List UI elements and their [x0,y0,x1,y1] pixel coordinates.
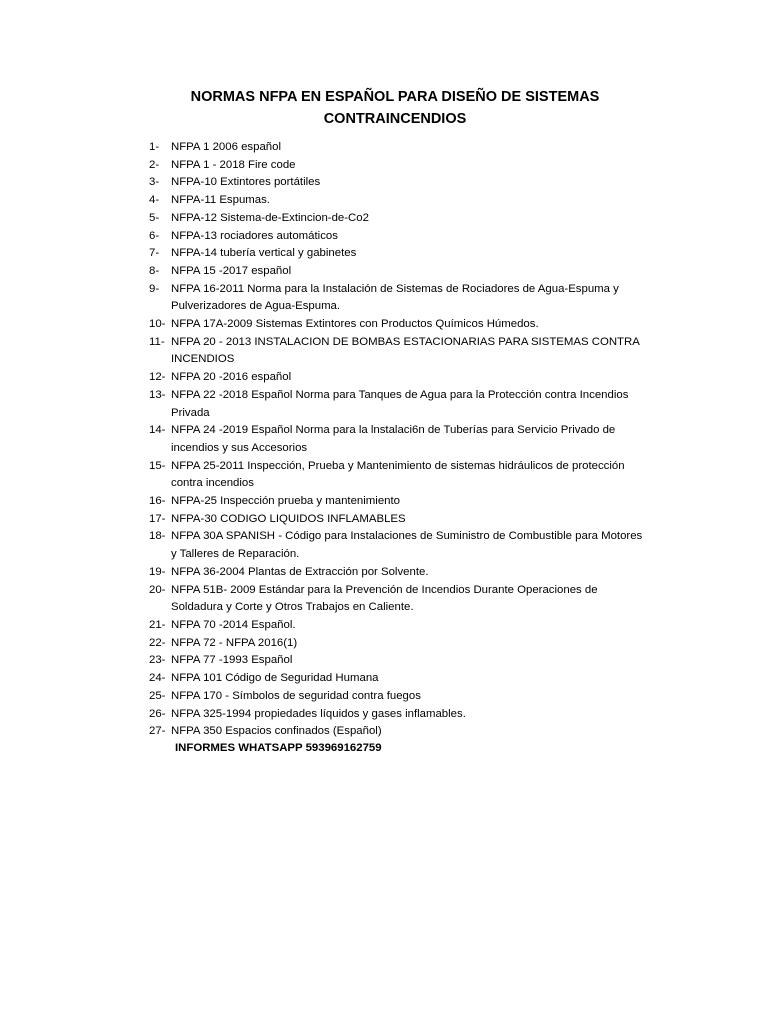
list-item [149,635,649,653]
list-item-number: 7- [149,247,160,260]
list-item-text: NFPA 17A-2009 Sistemas Extintores con Productos Químicos Húmedos. [171,318,539,331]
list-item [149,387,649,422]
list-item [149,528,649,563]
list-item [149,723,649,741]
list-item-text: NFPA 1 2006 español [171,141,281,153]
list-item-text: NFPA 30A SPANISH - Código para Instalaciones de Suministro de Combustible para Motores y Talleres de Reparación. [171,530,643,561]
list-item [149,564,649,582]
list-item [149,369,649,387]
list-item-text: NFPA-12 Sistema-de-Extincion-de-Co2 [171,211,369,224]
list-item-text: NFPA-14 tubería vertical y gabinetes [171,247,357,260]
list-item-number: 24- [149,672,166,685]
list-item-text: NFPA 1 - 2018 Fire code [171,158,296,171]
list-item-number: 20- [149,583,166,596]
list-item-number: 5- [149,211,160,224]
list-item-number: 6- [149,229,160,242]
list-item-text: NFPA 22 -2018 Español Norma para Tanques de Agua para la Protección contra Incendios Privada [171,388,629,419]
list-item [149,263,649,281]
list-item-number: 12- [149,371,166,384]
list-item-number: 27- [149,725,166,738]
list-item [149,493,649,511]
list-item [149,582,649,617]
list-item-number: 18- [149,530,166,543]
list-item-number: 16- [149,495,166,508]
list-item [149,334,649,369]
list-item-text: NFPA 101 Código de Seguridad Humana [171,672,379,685]
title-line-1: NORMAS NFPA EN ESPAÑOL PARA DISEÑO DE SISTEMAS [190,89,600,105]
list-item-number: 26- [149,707,166,720]
title-line-2: CONTRAINCENDIOS [323,111,467,127]
list-item-number: 13- [149,388,166,401]
list-item-text: NFPA 350 Espacios confinados (Español) [171,725,382,738]
list-item [149,670,649,688]
norms-list [149,139,649,741]
list-item-text: NFPA 325-1994 propiedades líquidos y gases inflamables. [171,707,466,720]
list-item-number: 4- [149,194,160,207]
list-item-text: NFPA 72 - NFPA 2016(1) [171,636,298,649]
list-item [149,422,649,457]
list-item-text: NFPA 20 - 2013 INSTALACION DE BOMBAS ESTACIONARIAS PARA SISTEMAS CONTRA INCENDIOS [171,335,640,366]
list-item-text: NFPA-11 Espumas. [171,194,270,207]
list-item-text: NFPA 15 -2017 español [171,264,292,277]
list-item-text: NFPA 70 -2014 Español. [171,618,296,631]
list-item-number: 19- [149,565,166,578]
list-item-text: NFPA 36-2004 Plantas de Extracción por Solvente. [171,565,429,578]
list-item-text: NFPA 25-2011 Inspección, Prueba y Mantenimiento de sistemas hidráulicos de protección contra incendios [171,459,625,490]
list-item [149,281,649,316]
list-item [149,511,649,529]
list-item-number: 1- [149,141,160,153]
list-item-number: 10- [149,318,166,331]
list-item-number: 9- [149,282,160,295]
list-item-text: NFPA 51B- 2009 Estándar para la Prevención de Incendios Durante Operaciones de Soldadura y Corte y Otros Trabajos en Caliente. [171,583,598,614]
list-item-text: NFPA-25 Inspección prueba y mantenimiento [171,495,400,508]
contact-footer: INFORMES WHATSAPP 593969162759 [175,742,382,754]
list-item-number: 11- [149,335,165,348]
list-item-text: NFPA-10 Extintores portátiles [171,176,321,189]
list-item [149,245,649,263]
list-item [149,688,649,706]
list-item-number: 3- [149,176,160,189]
list-item-text: NFPA 16-2011 Norma para la Instalación de Sistemas de Rociadores de Agua-Espuma y Pulverizadores de Agua-Espuma. [171,282,619,313]
list-item-text: NFPA 77 -1993 Español [171,654,293,667]
list-item-number: 25- [149,689,166,702]
list-item-number: 22- [149,636,166,649]
list-item [149,458,649,493]
list-item [149,139,649,157]
document-title [150,86,640,130]
list-item-number: 8- [149,264,160,277]
list-item-number: 21- [149,618,166,631]
list-item [149,157,649,175]
list-item-text: NFPA 170 - Símbolos de seguridad contra fuegos [171,689,421,702]
list-item [149,210,649,228]
list-item-number: 14- [149,424,166,437]
list-item [149,316,649,334]
list-item-text: NFPA-30 CODIGO LIQUIDOS INFLAMABLES [171,512,406,525]
list-item [149,706,649,724]
list-item-number: 15- [149,459,166,472]
list-item [149,192,649,210]
list-item-text: NFPA-13 rociadores automáticos [171,229,338,242]
list-item-text: NFPA 24 -2019 Español Norma para la lnstalaci6n de Tuberías para Servicio Privado de incendios y sus Accesorios [171,424,616,454]
list-item [149,228,649,246]
list-item-number: 17- [149,512,166,525]
list-item [149,617,649,635]
list-item [149,652,649,670]
list-item-number: 2- [149,158,160,171]
list-item-number: 23- [149,654,166,667]
list-item-text: NFPA 20 -2016 español [171,371,292,384]
list-item [149,174,649,192]
